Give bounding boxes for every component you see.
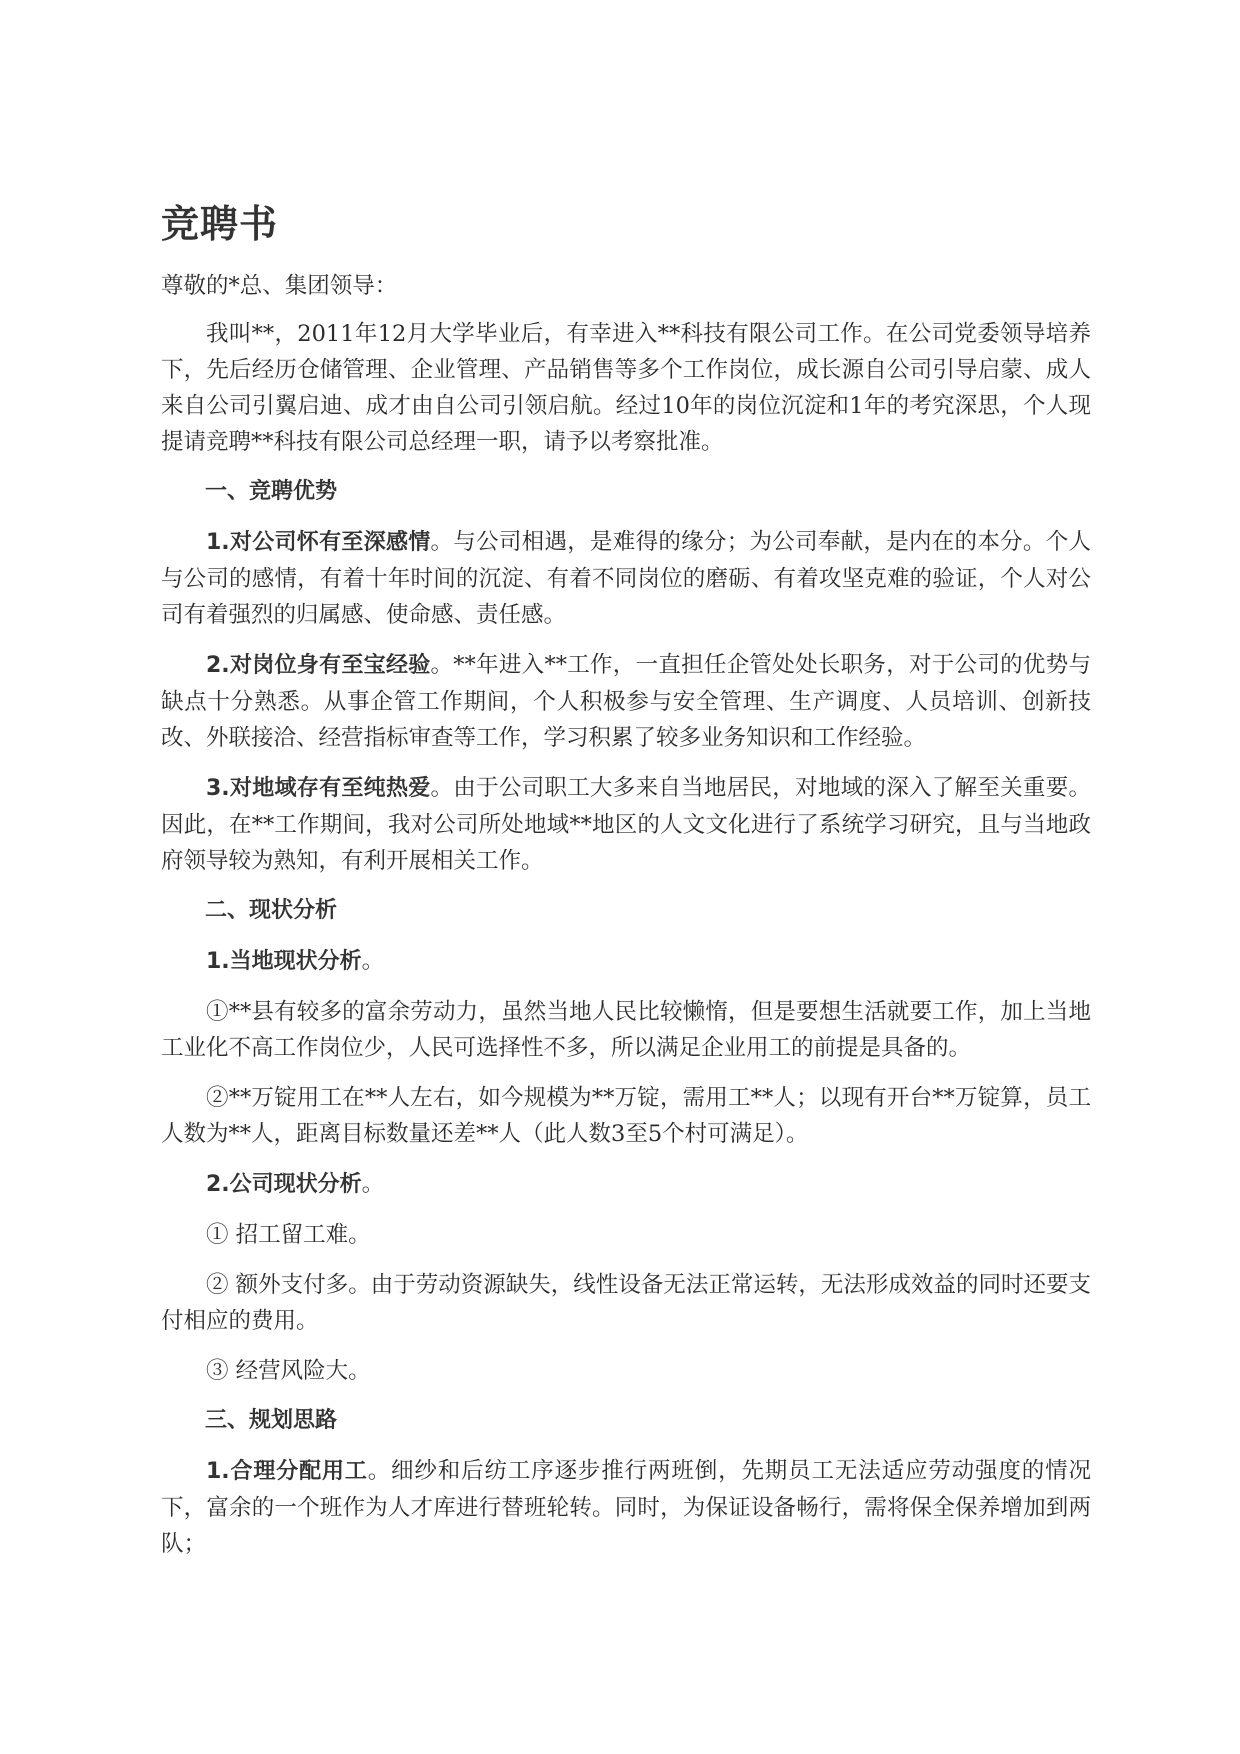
analysis-sub-2-point-3: ③ 经营风险大。 <box>206 1358 371 1384</box>
document-body <box>161 200 1091 1576</box>
intro-paragraph: 我叫**，2011年12月大学毕业后，有幸进入**科技有限公司工作。在公司党委领导培养下，先后经历仓储管理、企业管理、产品销售等多个工作岗位，成长源自公司引导启蒙、成人来自公司引翼启迪、成才由自公司引领启航。经过10年的岗位沉淀和1年的考究深思，个人现提请竞聘**科技有限公司总经理一职，请予以考察批准。 <box>161 321 1091 455</box>
analysis-sub-2-point-1: ① 招工留工难。 <box>206 1222 371 1248</box>
advantage-item-1-text: 。与公司相遇，是难得的缘分；为公司奉献，是内在的本分。个人与公司的感情，有着十年时间的沉淀、有着不同岗位的磨砺、有着攻坚克难的验证，个人对公司有着强烈的归属感、使命感、责任感。 <box>161 529 1091 628</box>
advantage-item-3 <box>161 770 1091 879</box>
advantage-item-1-lead: 1.对公司怀有至深感情 <box>206 530 431 555</box>
analysis-sub-2-lead: 2.公司现状分析 <box>206 1172 362 1197</box>
advantage-item-3-lead: 3.对地域存有至纯热爱 <box>206 776 431 801</box>
section-heading-advantages: 一、竞聘优势 <box>205 479 338 504</box>
analysis-sub-1-point-2: ②**万锭用工在**人左右，如今规模为**万锭，需用工**人；以现有开台**万锭算，员工人数为**人，距离目标数量还差**人（此人数3至5个村可满足）。 <box>161 1085 1091 1147</box>
advantage-item-1 <box>161 524 1091 633</box>
section-heading-plan: 三、规划思路 <box>205 1408 338 1433</box>
section-heading-analysis: 二、现状分析 <box>205 898 338 923</box>
analysis-sub-2 <box>161 1166 1091 1203</box>
plan-item-1-text: 。细纱和后纺工序逐步推行两班倒，先期员工无法适应劳动强度的情况下，富余的一个班作为人才库进行替班轮转。同时，为保证设备畅行，需将保全保养增加到两队； <box>161 1458 1091 1557</box>
advantage-item-2 <box>161 647 1091 756</box>
greeting: 尊敬的*总、集团领导： <box>161 273 398 299</box>
analysis-sub-1-point-1: ①**县有较多的富余劳动力，虽然当地人民比较懒惰，但是要想生活就要工作，加上当地工业化不高工作岗位少，人民可选择性不多，所以满足企业用工的前提是具备的。 <box>161 999 1091 1061</box>
analysis-sub-2-point-2: ② 额外支付多。由于劳动资源缺失，线性设备无法正常运转，无法形成效益的同时还要支付相应的费用。 <box>161 1272 1091 1334</box>
advantage-item-3-text: 。由于公司职工大多来自当地居民，对地域的深入了解至关重要。因此，在**工作期间，我对公司所处地域**地区的人文文化进行了系统学习研究，且与当地政府领导较为熟知，有利开展相关工作。 <box>161 775 1091 874</box>
analysis-sub-1 <box>161 943 1091 980</box>
advantage-item-2-lead: 2.对岗位身有至宝经验 <box>206 653 431 678</box>
document-title: 竞聘书 <box>161 202 279 246</box>
plan-item-1 <box>161 1453 1091 1562</box>
analysis-sub-1-tail: 。 <box>361 948 385 974</box>
plan-item-1-lead: 1.合理分配用工 <box>206 1459 368 1484</box>
analysis-sub-2-tail: 。 <box>361 1171 385 1197</box>
advantage-item-2-text: 。**年进入**工作，一直担任企管处处长职务，对于公司的优势与缺点十分熟悉。从事企管工作期间，个人积极参与安全管理、生产调度、人员培训、创新技改、外联接洽、经营指标审查等工作，学习积累了较多业务知识和工作经验。 <box>161 652 1091 751</box>
analysis-sub-1-lead: 1.当地现状分析 <box>206 949 362 974</box>
